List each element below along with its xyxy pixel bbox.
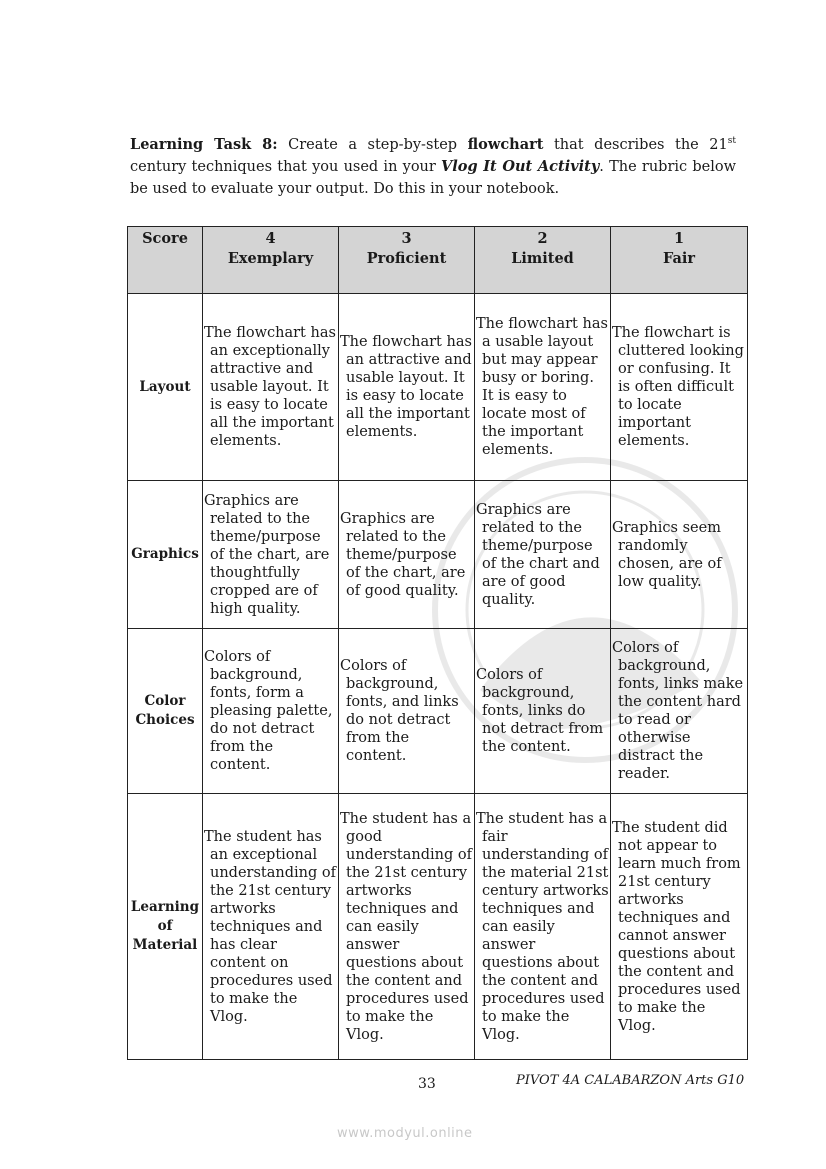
criterion-label [128, 294, 203, 481]
rubric-cell-text: Graphics are related to the theme/purpose of the chart and are of good quality. [476, 501, 600, 608]
rubric-cell [203, 481, 339, 629]
rubric-cell [339, 629, 475, 794]
rubric-cell [339, 294, 475, 481]
criterion-row [128, 294, 748, 481]
rubric-cell [611, 629, 748, 794]
rubric-cell-text: The student did not appear to learn much from 21st century artworks techniques and cannot answer questions about the content and procedures used to make the Vlog. [612, 819, 741, 1034]
header-level-1 [611, 227, 748, 294]
criterion-label [128, 629, 203, 794]
criterion-row [128, 794, 748, 1060]
header-level-3 [339, 227, 475, 294]
website-watermark: www.modyul.online [337, 1126, 473, 1141]
rubric-cell [475, 481, 611, 629]
rubric-cell [611, 294, 748, 481]
rubric-cell [339, 794, 475, 1060]
criterion-label [128, 794, 203, 1060]
header-score-value: 3 [401, 230, 412, 247]
rubric-cell [475, 629, 611, 794]
header-level-label: Fair [662, 250, 696, 267]
header-level-label: Exemplary [227, 250, 314, 267]
header-row [128, 227, 748, 294]
intro-text-3: century techniques that you used in your [130, 159, 442, 175]
rubric-cell-text: The flowchart is cluttered looking or confusing. It is often difficult to locate important elements. [612, 325, 744, 449]
criterion-row [128, 629, 748, 794]
header-score-value: 2 [537, 230, 548, 247]
rubric-cell-text: Colors of background, fonts, and links do not detract from the content. [340, 658, 459, 764]
rubric-cell [475, 794, 611, 1060]
document-reference: PIVOT 4A CALABARZON Arts G10 [516, 1073, 745, 1088]
criterion-label-line: Learning [130, 899, 200, 915]
header-score-value: Score [142, 230, 188, 247]
rubric-cell [611, 481, 748, 629]
rubric-cell-text: The student has an exceptional understanding of the 21st century artworks techniques and has clear content on procedures used to make the Vlog. [204, 828, 336, 1025]
rubric-table [127, 226, 748, 1060]
criterion-label-line: Graphics [131, 546, 199, 562]
rubric-cell-text: Colors of background, fonts, links make the content hard to read or otherwise distract the reader. [612, 640, 744, 782]
header-level-label: Proficient [366, 250, 447, 267]
criterion-label-line: Layout [139, 378, 191, 395]
rubric-cell-text: The student has a fair understanding of the material 21st century artworks techniques and can easily answer questions about the content and procedures used to make the Vlog. [476, 810, 609, 1043]
rubric-cell-text: Graphics are related to the theme/purpose of the chart, are of good quality. [340, 510, 466, 599]
criterion-label-line: Choices [135, 712, 195, 728]
rubric-cell [339, 481, 475, 629]
page-number: 33 [418, 1076, 436, 1092]
rubric-cell-text: The flowchart has a usable layout but may appear busy or boring. It is easy to locate most of the important elements. [476, 316, 608, 458]
criterion-label-line: Material [132, 937, 198, 953]
rubric-cell-text: The student has a good understanding of the 21st century artworks techniques and can easily answer questions about the content and procedures used to make the Vlog. [340, 810, 472, 1043]
header-score [128, 227, 203, 294]
header-score-value: 1 [673, 230, 685, 247]
criterion-row [128, 481, 748, 629]
rubric-cell [203, 294, 339, 481]
rubric-cell-text: Graphics seem randomly chosen, are of low quality. [612, 519, 722, 590]
rubric-cell [203, 629, 339, 794]
rubric-cell [611, 794, 748, 1060]
rubric-cell [203, 794, 339, 1060]
header-level-2 [475, 227, 611, 294]
header-score-value: 4 [265, 230, 276, 247]
rubric-cell-text: Colors of background, fonts, form a pleasing palette, do not detract from the content. [204, 649, 333, 773]
criterion-label-line: Color [144, 693, 186, 709]
task-instructions [130, 134, 736, 200]
ordinal-suffix: st [727, 136, 736, 147]
criterion-label-line: of [157, 918, 173, 934]
header-level-label: Limited [511, 250, 574, 267]
criterion-label [128, 481, 203, 629]
intro-text-4: . The rubric below be used to evaluate your output. Do this in your notebook. [130, 159, 736, 197]
rubric-cell [475, 294, 611, 481]
rubric-cell-text: The flowchart has an exceptionally attractive and usable layout. It is easy to locate all the important elements. [204, 325, 336, 449]
activity-name: Vlog It Out Activity [441, 158, 600, 175]
rubric-cell-text: The flowchart has an attractive and usable layout. It is easy to locate all the important elements. [340, 334, 472, 440]
header-level-4 [203, 227, 339, 294]
rubric-cell-text: Graphics are related to the theme/purpose of the chart, are thoughtfully cropped are of high quality. [204, 492, 330, 617]
flowchart-term: flowchart [467, 136, 544, 153]
rubric-cell-text: Colors of background, fonts, links do not detract from the content. [476, 667, 604, 755]
intro-text-2: that describes the 21 [543, 137, 728, 153]
intro-text-1: Create a step-by-step [277, 137, 468, 153]
task-label: Learning Task 8: [130, 136, 278, 153]
